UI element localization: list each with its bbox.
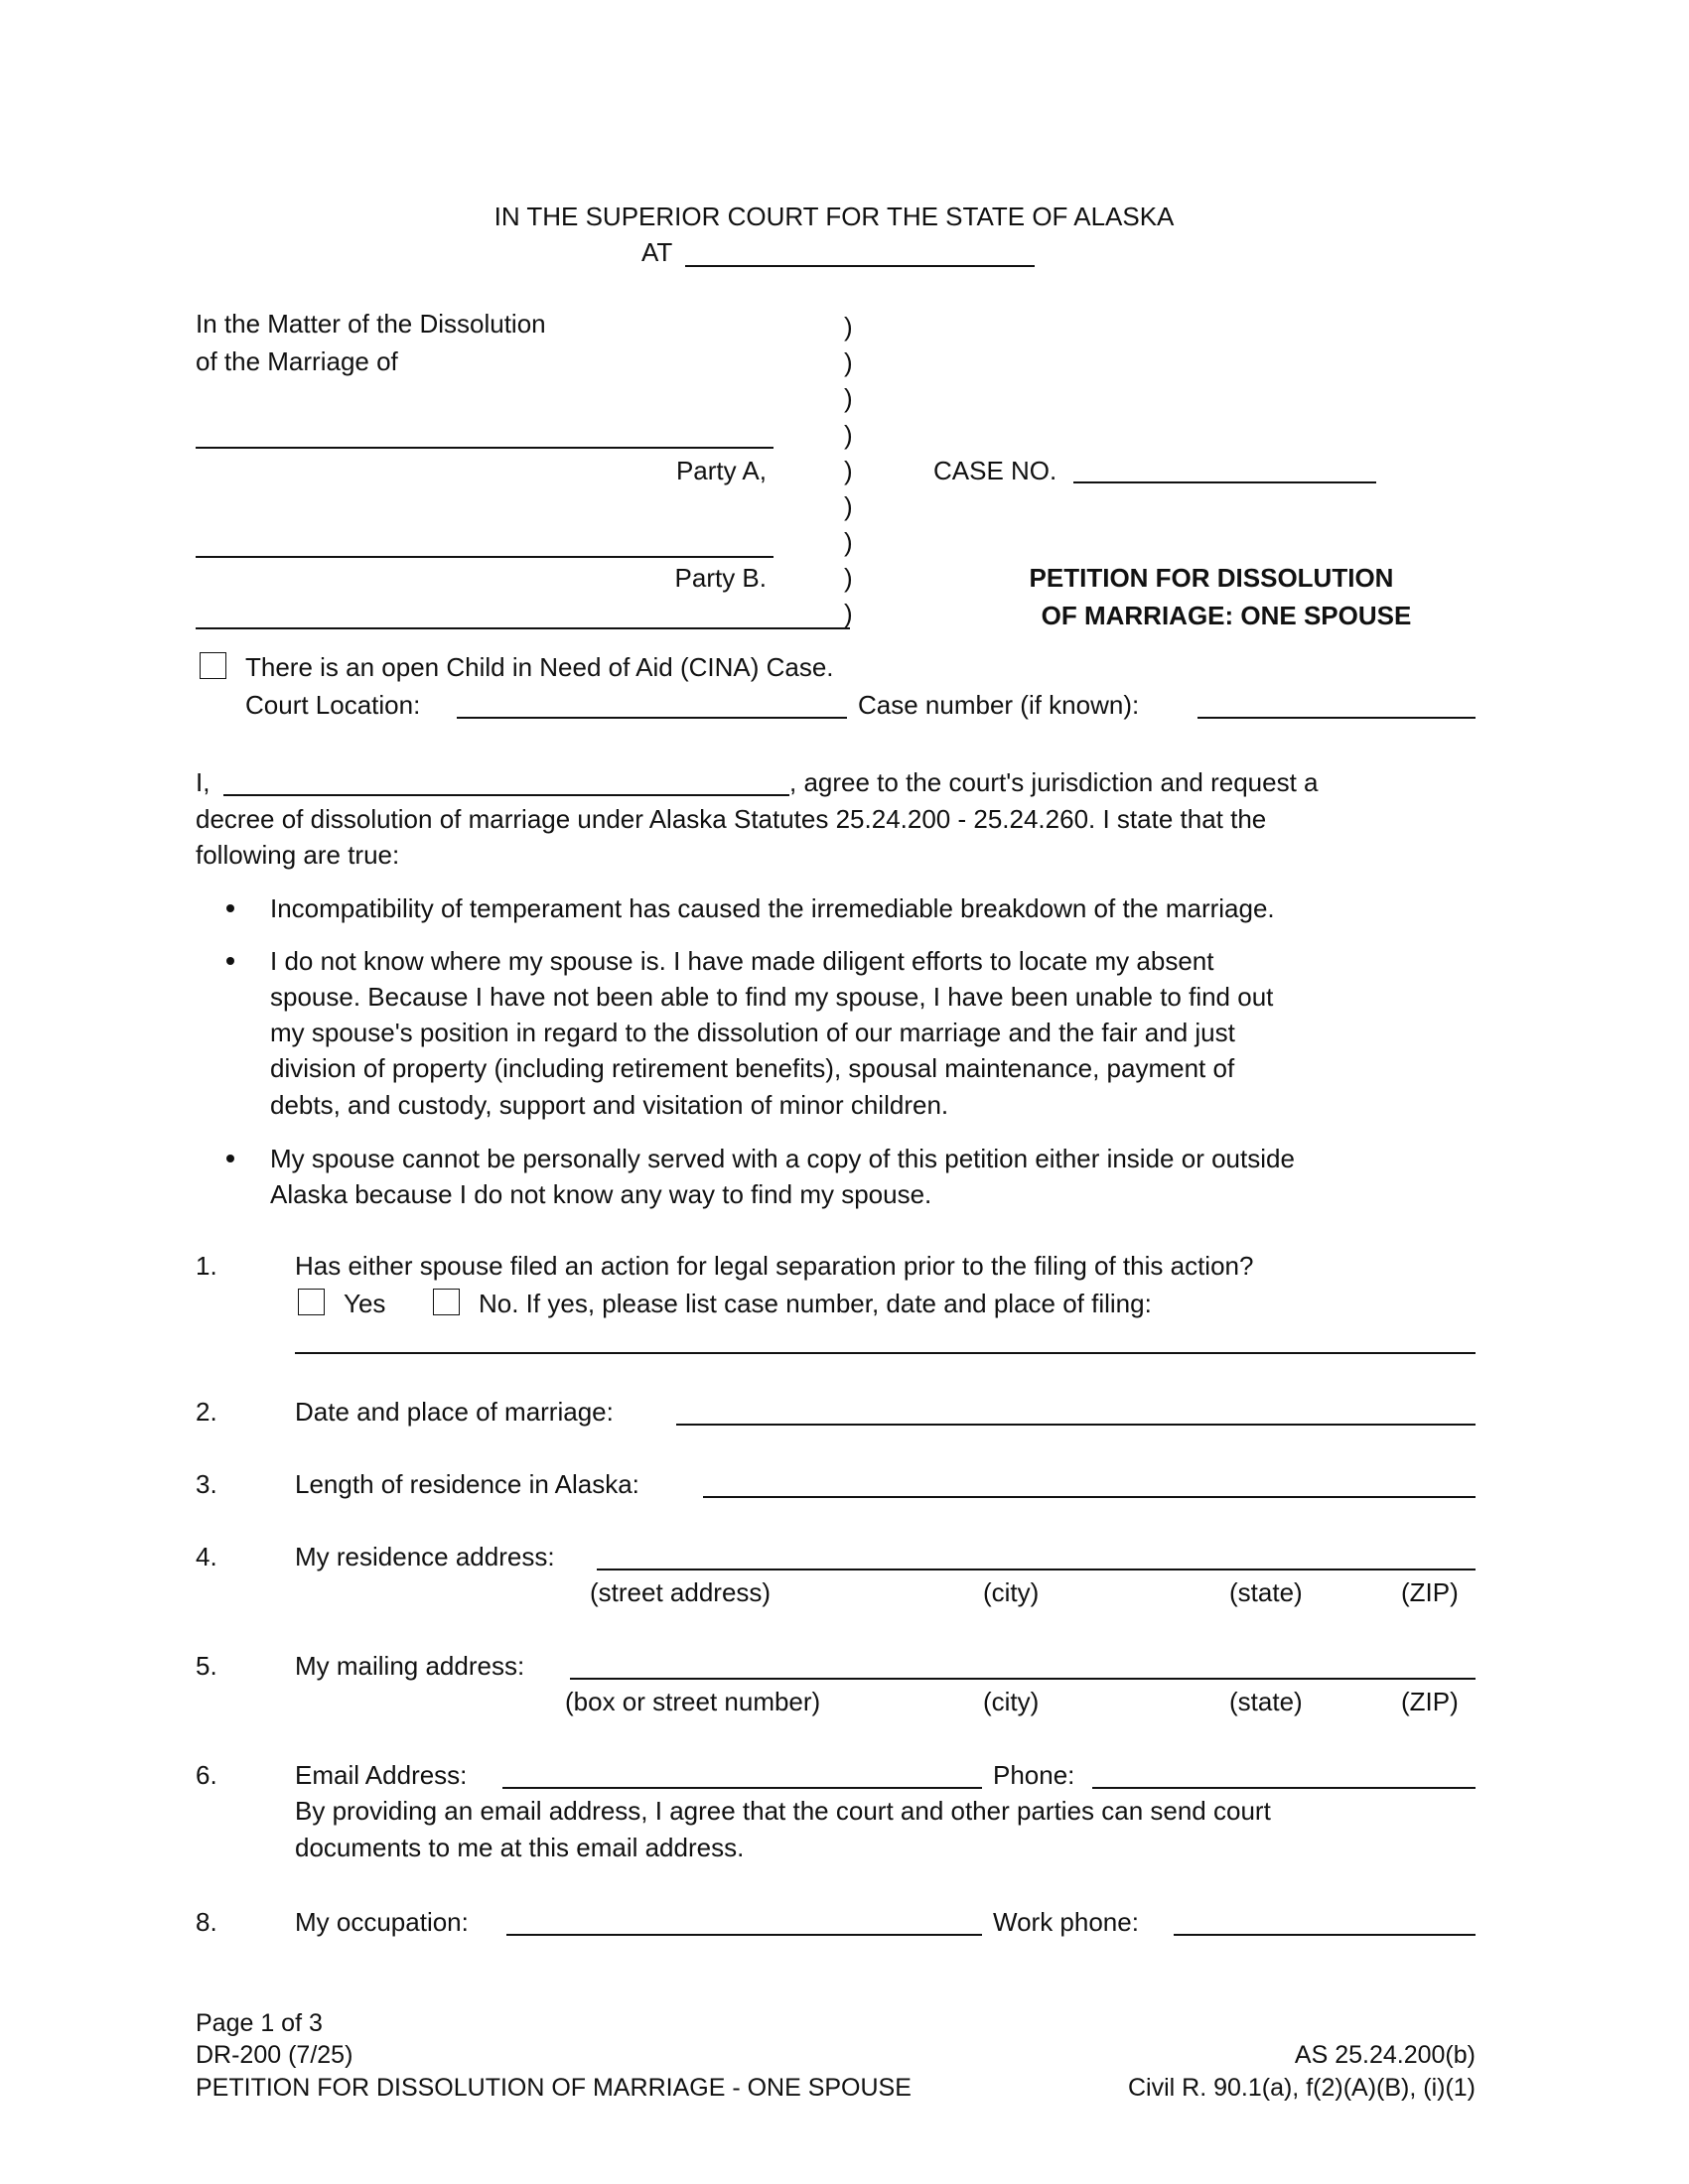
intro-line-2: decree of dissolution of marriage under Alaska Statutes 25.24.200 - 25.24.260. I state that the (196, 804, 1267, 834)
residence-length-label: Length of residence in Alaska: (295, 1469, 639, 1499)
bullet-icon (226, 957, 234, 965)
form-id: DR-200 (7/25) (196, 2041, 353, 2069)
residence-address-label: My residence address: (295, 1542, 555, 1571)
residence-length-field[interactable] (703, 1496, 1476, 1498)
email-label: Email Address: (295, 1760, 468, 1790)
mailing-zip-caption: (ZIP) (1401, 1687, 1459, 1716)
form-title-line-1: PETITION FOR DISSOLUTION (1029, 563, 1394, 593)
item-3-number: 3. (196, 1469, 217, 1499)
occupation-label: My occupation: (295, 1907, 469, 1937)
caption-paren: ) (844, 491, 853, 521)
separation-yes-checkbox[interactable] (298, 1289, 325, 1315)
statute-reference: AS 25.24.200(b) (1294, 2041, 1476, 2069)
cina-court-location-field[interactable] (457, 717, 847, 719)
residence-address-field[interactable] (597, 1569, 1476, 1570)
work-phone-label: Work phone: (993, 1907, 1139, 1937)
page-number: Page 1 of 3 (196, 2009, 323, 2037)
rule-reference: Civil R. 90.1(a), f(2)(A)(B), (i)(1) (1127, 2074, 1476, 2102)
mailing-box-caption: (box or street number) (565, 1687, 821, 1716)
phone-label: Phone: (993, 1760, 1075, 1790)
mailing-address-field[interactable] (570, 1678, 1476, 1680)
residence-zip-caption: (ZIP) (1401, 1577, 1459, 1607)
caption-paren: ) (844, 312, 853, 341)
intro-line-3: following are true: (196, 840, 400, 870)
marriage-date-place-label: Date and place of marriage: (295, 1397, 614, 1427)
caption-bottom-rule (196, 627, 850, 629)
caption-paren: ) (844, 383, 853, 413)
item-1-question: Has either spouse filed an action for legal separation prior to the filing of this action? (295, 1251, 1254, 1281)
party-b-name-field[interactable] (196, 556, 774, 558)
caption-paren: ) (844, 563, 853, 593)
cina-case-number-label: Case number (if known): (858, 690, 1140, 720)
bullet-2-text: my spouse's position in regard to the dissolution of our marriage and the fair and just (270, 1018, 1235, 1047)
email-consent-line-1: By providing an email address, I agree that the court and other parties can send court (295, 1796, 1271, 1826)
party-a-name-field[interactable] (196, 447, 774, 449)
email-consent-line-2: documents to me at this email address. (295, 1833, 745, 1862)
bullet-3-text: My spouse cannot be personally served with a copy of this petition either inside or outside (270, 1144, 1295, 1173)
caption-paren: ) (844, 456, 853, 485)
caption-paren: ) (844, 420, 853, 450)
cina-checkbox-label: There is an open Child in Need of Aid (CINA) Case. (245, 652, 834, 682)
bullet-2-text: division of property (including retirement benefits), spousal maintenance, payment of (270, 1053, 1235, 1083)
email-field[interactable] (502, 1787, 982, 1789)
marriage-date-place-field[interactable] (676, 1424, 1476, 1426)
residence-state-caption: (state) (1229, 1577, 1303, 1607)
bullet-2-text: I do not know where my spouse is. I have made diligent efforts to locate my absent (270, 946, 1214, 976)
caption-paren: ) (844, 527, 853, 557)
bullet-1-text: Incompatibility of temperament has caused the irremediable breakdown of the marriage. (270, 893, 1275, 923)
petitioner-name-field[interactable] (223, 794, 789, 796)
matter-line-2: of the Marriage of (196, 346, 398, 376)
occupation-field[interactable] (506, 1934, 982, 1936)
separation-no-checkbox[interactable] (433, 1289, 460, 1315)
court-heading: IN THE SUPERIOR COURT FOR THE STATE OF ALASKA (493, 202, 1175, 231)
residence-street-caption: (street address) (590, 1577, 772, 1607)
caption-paren: ) (844, 347, 853, 377)
mailing-address-label: My mailing address: (295, 1651, 525, 1681)
separation-details-field[interactable] (295, 1352, 1476, 1354)
mailing-city-caption: (city) (983, 1687, 1040, 1716)
phone-field[interactable] (1092, 1787, 1476, 1789)
court-location-field[interactable] (685, 265, 1035, 267)
footer-form-title: PETITION FOR DISSOLUTION OF MARRIAGE - ONE SPOUSE (196, 2074, 912, 2102)
bullet-icon (226, 1155, 234, 1162)
separation-yes-label: Yes (344, 1289, 386, 1318)
intro-i-label: I, (196, 767, 211, 797)
residence-city-caption: (city) (983, 1577, 1040, 1607)
cina-case-number-field[interactable] (1197, 717, 1476, 719)
item-8-number: 8. (196, 1907, 217, 1937)
form-title-line-2: OF MARRIAGE: ONE SPOUSE (1041, 601, 1412, 630)
separation-no-label: No. If yes, please list case number, date and place of filing: (479, 1289, 1152, 1318)
item-6-number: 6. (196, 1760, 217, 1790)
bullet-2-text: debts, and custody, support and visitation of minor children. (270, 1090, 949, 1120)
item-1-number: 1. (196, 1251, 217, 1281)
bullet-2-text: spouse. Because I have not been able to find my spouse, I have been unable to find out (270, 982, 1274, 1012)
caption-paren: ) (844, 599, 853, 628)
case-no-field[interactable] (1073, 481, 1376, 483)
party-a-label: Party A, (675, 456, 767, 485)
work-phone-field[interactable] (1174, 1934, 1476, 1936)
mailing-state-caption: (state) (1229, 1687, 1303, 1716)
at-label: AT (641, 237, 673, 267)
item-5-number: 5. (196, 1651, 217, 1681)
case-no-label: CASE NO. (933, 456, 1057, 485)
intro-line-1: , agree to the court's jurisdiction and request a (789, 767, 1319, 797)
item-2-number: 2. (196, 1397, 217, 1427)
party-b-label: Party B. (674, 563, 767, 593)
bullet-icon (226, 904, 234, 912)
item-4-number: 4. (196, 1542, 217, 1571)
cina-court-location-label: Court Location: (245, 690, 421, 720)
bullet-3-text: Alaska because I do not know any way to find my spouse. (270, 1179, 932, 1209)
matter-line-1: In the Matter of the Dissolution (196, 309, 546, 339)
cina-checkbox[interactable] (200, 652, 226, 679)
